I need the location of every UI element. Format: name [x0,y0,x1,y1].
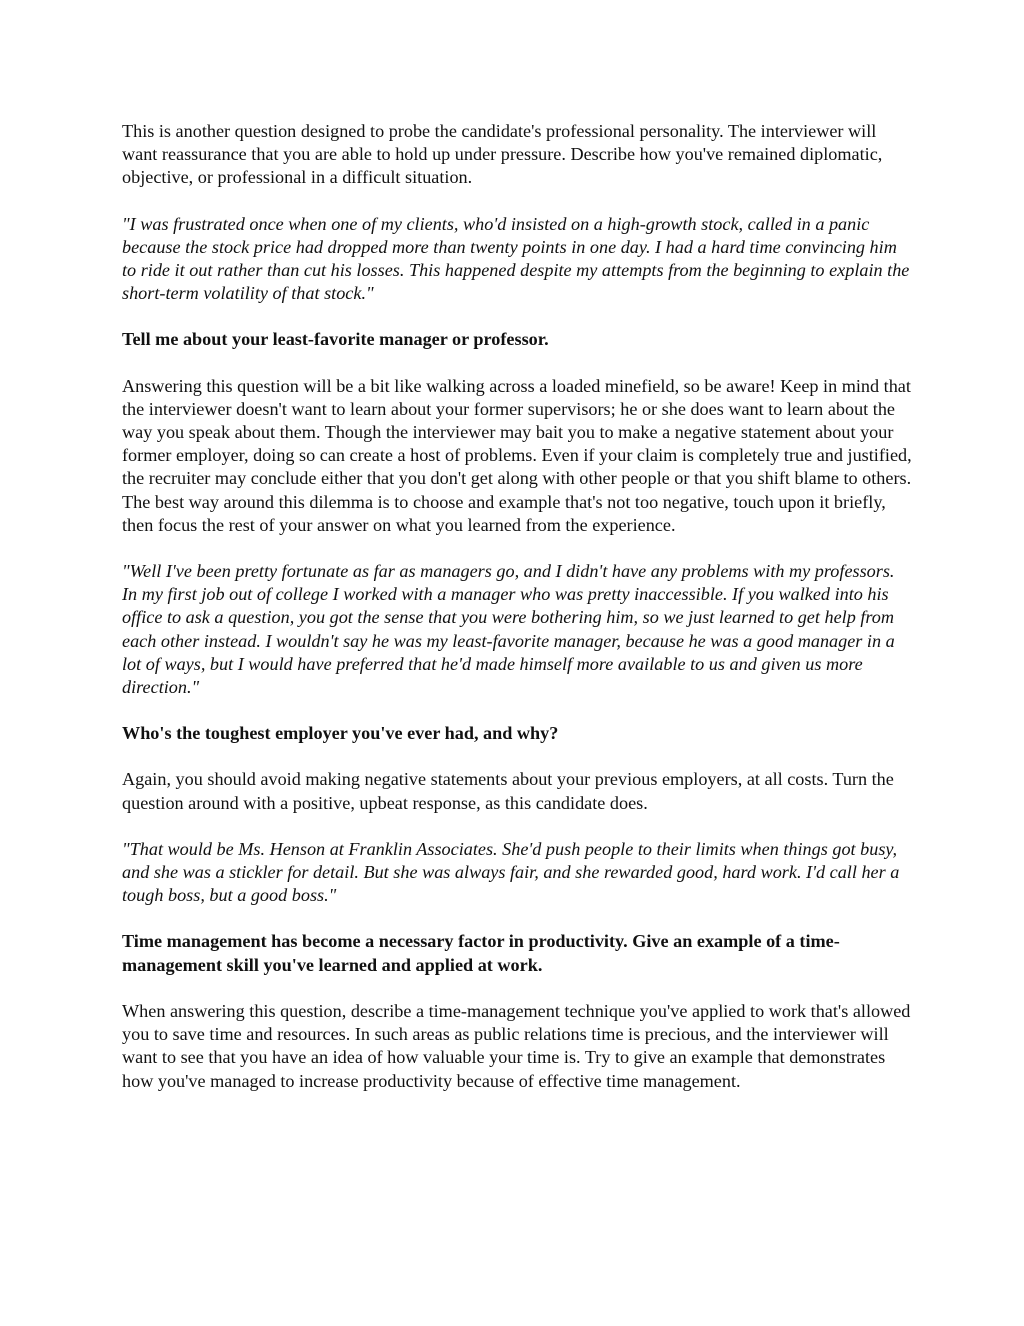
question-heading-time-management: Time management has become a necessary factor in productivity. Give an example of a time-management skill you've learned and applied at work. [122,931,840,975]
quote-paragraph-henson: "That would be Ms. Henson at Franklin Associates. She'd push people to their limits when things got busy, and she was a stickler for detail. But she was always fair, and she rewarded good, hard work. I'd call her a tough boss, but a good boss." [122,838,900,906]
answer-paragraph-time-management: When answering this question, describe a time-management technique you've applied to work that's allowed you to save time and resources. In such areas as public relations time is precious, and the interviewer will want to see that you have an idea of how valuable your time is. Try to give an example that demonstrates how you've managed to increase productivity because of effective time management. [122,1000,911,1091]
intro-paragraph: This is another question designed to probe the candidate's professional personality. The interviewer will want reassurance that you are able to hold up under pressure. Describe how you've remained diplomatic, objective, or professional in a difficult situation. [122,121,883,188]
quote-paragraph-clients: "I was frustrated once when one of my clients, who'd insisted on a high-growth stock, called in a panic because the stock price had dropped more than twenty points in one day. I had a hard time convincing him to ride it out rather than cut his losses. This happened despite my attempts from the beginning to explain the short-term volatility of that stock." [122,213,910,304]
question-heading-least-favorite-manager: Tell me about your least-favorite manager or professor. [122,329,549,350]
question-heading-toughest-employer: Who's the toughest employer you've ever had, and why? [122,723,559,744]
answer-paragraph-least-favorite-manager: Answering this question will be a bit like walking across a loaded minefield, so be aware! Keep in mind that the interviewer doesn't want to learn about your former supervisors; he or she does want to learn about the way you speak about them. Though the interviewer may bait you to make a negative statement about your former employer, doing so can create a host of problems. Even if your claim is completely true and justified, the recruiter may conclude either that you don't get along with other people or that you shift blame to others. The best way around this dilemma is to choose and example that's not too negative, touch upon it briefly, then focus the rest of your answer on what you learned from the experience. [122,375,912,535]
document-page [122,120,912,1116]
quote-paragraph-manager: "Well I've been pretty fortunate as far as managers go, and I didn't have any problems with my professors. In my first job out of college I worked with a manager who was pretty inaccessible. If you walked into his office to ask a question, you got the sense that you were bothering him, so we just learned to get help from each other instead. I wouldn't say he was my least-favorite manager, because he was a good manager in a lot of ways, but I would have preferred that he'd made himself more available to us and given us more direction." [122,561,895,698]
answer-paragraph-toughest-employer: Again, you should avoid making negative statements about your previous employers, at all costs. Turn the question around with a positive, upbeat response, as this candidate does. [122,769,894,813]
